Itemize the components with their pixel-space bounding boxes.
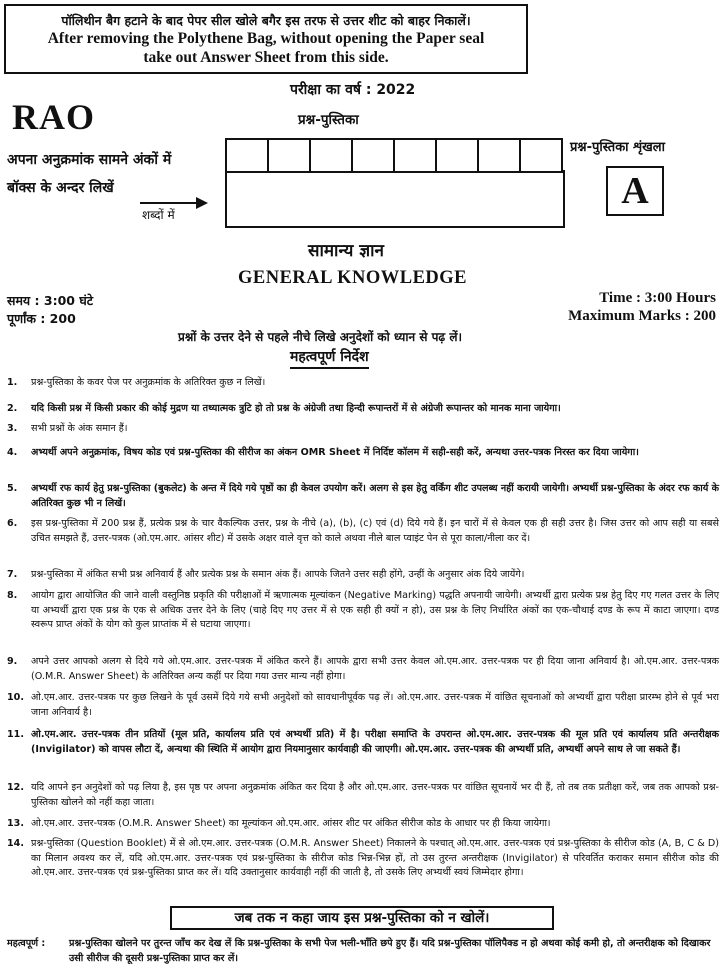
seal-instruction-english-1: After removing the Polythene Bag, without opening the Paper seal bbox=[47, 30, 485, 47]
arrow-line bbox=[140, 202, 198, 204]
time-hindi: समय : 3:00 घंटे bbox=[7, 293, 94, 308]
words-label: शब्दों में bbox=[142, 208, 175, 222]
instruction-text: इस प्रश्न-पुस्तिका में 200 प्रश्न हैं, प्रत्येक प्रश्न के चार वैकल्पिक उत्तर, प्रश्न के नीचे (a), (b), (c) एवं (d) दिये गये हैं। इन चारों में से केवल एक ही सही उत्तर है। जिस उत्तर को आप सही या सबसे उचित समझते हैं, उत्तर-पत्रक (ओ.एम.आर. आंसर शीट) में उसके अक्षर वाले वृत्त को काले अथवा नीले बाल प्वाइंट पेन से पूरा काला/नीला कर दें। bbox=[31, 518, 719, 544]
instruction-text: सभी प्रश्नों के अंक समान हैं। bbox=[31, 423, 128, 434]
roll-digit-box[interactable] bbox=[479, 140, 521, 171]
marks-hindi: पूर्णांक : 200 bbox=[7, 311, 76, 326]
instruction-number: 10. bbox=[7, 692, 24, 703]
instruction-item bbox=[7, 691, 719, 720]
series-label: प्रश्न-पुस्तिका शृंखला bbox=[570, 140, 665, 155]
instruction-item bbox=[7, 517, 719, 546]
exam-year: परीक्षा का वर्ष : 2022 bbox=[290, 82, 416, 98]
series-value: A bbox=[606, 166, 664, 216]
roll-instruction-line-1: अपना अनुक्रमांक सामने अंकों में bbox=[7, 152, 172, 168]
roll-digit-box[interactable] bbox=[269, 140, 311, 171]
instruction-number: 8. bbox=[7, 590, 18, 601]
roll-digit-box[interactable] bbox=[437, 140, 479, 171]
roll-digit-box[interactable] bbox=[353, 140, 395, 171]
roll-digit-box[interactable] bbox=[395, 140, 437, 171]
important-instructions-title: महत्वपूर्ण निर्देश bbox=[290, 347, 369, 369]
instruction-item bbox=[7, 422, 719, 437]
instruction-item bbox=[7, 376, 719, 391]
instruction-item bbox=[7, 655, 719, 684]
roll-number-digit-boxes bbox=[225, 138, 563, 173]
subject-hindi: सामान्य ज्ञान bbox=[308, 241, 384, 261]
instruction-text: प्रश्न-पुस्तिका के कवर पेज पर अनुक्रमांक के अतिरिक्त कुछ न लिखें। bbox=[31, 377, 266, 388]
instruction-item bbox=[7, 446, 719, 461]
instruction-item bbox=[7, 781, 719, 810]
important-note-label: महत्वपूर्ण : bbox=[7, 938, 46, 949]
instruction-text: अभ्यर्थी अपने अनुक्रमांक, विषय कोड एवं प्रश्न-पुस्तिका की सीरीज का अंकन OMR Sheet में निर्दिष्ट कॉलम में सही-सही करें, अन्यथा उत्तर-पत्रक निरस्त कर दिया जायेगा। bbox=[31, 447, 639, 458]
instruction-text: अभ्यर्थी रफ कार्य हेतु प्रश्न-पुस्तिका (बुकलेट) के अन्त में दिये गये पृष्ठों का ही केवल उपयोग करें। अलग से इस हेतु वर्किंग शीट उपलब्ध नहीं करायी जायेगी। अभ्यर्थी प्रश्न-पुस्तिका के अंदर रफ कार्य के अतिरिक्त कुछ भी न लिखें। bbox=[31, 483, 719, 509]
instruction-number: 12. bbox=[7, 782, 24, 793]
instruction-text: ओ.एम.आर. उत्तर-पत्रक (O.M.R. Answer Sheet) का मूल्यांकन ओ.एम.आर. आंसर शीट पर अंकित सीरीज कोड के आधार पर ही किया जायेगा। bbox=[31, 818, 551, 829]
seal-instruction-english-2: take out Answer Sheet from this side. bbox=[143, 49, 389, 66]
instruction-text: प्रश्न-पुस्तिका (Question Booklet) में से ओ.एम.आर. उत्तर-पत्रक (O.M.R. Answer Sheet) निकालने के पश्चात् ओ.एम.आर. उत्तर-पत्रक एवं प्रश्न-पुस्तिका के सीरीज कोड (A, B, C & D) का मिलान अवश्य कर लें, यदि ओ.एम.आर. उत्तर-पत्रक एवं प्रश्न-पुस्तिका के सीरीज कोड भिन्न-भिन्न हों, तो उस तुरन्त अन्तरीक्षक (Invigilator) से परिवर्तित कराकर समान सीरीज कोड की ओ.एम.आर. उत्तर-पत्रक एवं प्रश्न-पुस्तिका प्राप्त कर लें। यदि उक्तानुसार कार्यवाही नहीं की जाती है, तो उसके लिए अभ्यर्थी स्वयं जिम्मेदार होगा। bbox=[31, 838, 719, 878]
instruction-item bbox=[7, 568, 719, 583]
instruction-item bbox=[7, 837, 719, 881]
important-note-text: प्रश्न-पुस्तिका खोलने पर तुरन्त जाँच कर देख लें कि प्रश्न-पुस्तिका के सभी पेज भली-भाँति छपे हुए हैं। यदि प्रश्न-पुस्तिका पॉलिपैक्ड न हो अथवा कोई कमी हो, तो अन्तरीक्षक को दिखाकर उसी सीरीज की दूसरी प्रश्न-पुस्तिका प्राप्त कर लें। bbox=[69, 938, 711, 964]
instruction-text: यदि आपने इन अनुदेशों को पढ़ लिया है, इस पृष्ठ पर अपना अनुक्रमांक अंकित कर दिया है और ओ.एम.आर. उत्तर-पत्रक पर वांछित सूचनायें भर दी हैं, तो तब तक प्रतीक्षा करें, जब तक आपको प्रश्न-पुस्तिका खोलने को नहीं कहा जाता। bbox=[31, 782, 719, 808]
roll-number-words-box[interactable] bbox=[225, 170, 565, 228]
instruction-number: 3. bbox=[7, 423, 18, 434]
instruction-item bbox=[7, 817, 719, 832]
instruction-text: ओ.एम.आर. उत्तर-पत्रक पर कुछ लिखने के पूर्व उसमें दिये गये सभी अनुदेशों को सावधानीपूर्वक पढ़ लें। ओ.एम.आर. उत्तर-पत्रक में वांछित सूचनाओं को अभ्यर्थी द्वारा परीक्षा प्रारम्भ होने से पूर्व भरा जाना अनिवार्य है। bbox=[31, 692, 719, 718]
read-instruction: प्रश्नों के उत्तर देने से पहले नीचे लिखे अनुदेशों को ध्यान से पढ़ लें। bbox=[178, 330, 463, 344]
roll-digit-box[interactable] bbox=[521, 140, 563, 171]
instruction-item bbox=[7, 728, 719, 757]
instruction-text: आयोग द्वारा आयोजित की जाने वाली वस्तुनिष्ठ प्रकृति की परीक्षाओं में ऋणात्मक मूल्यांकन (Negative Marking) पद्धति अपनायी जायेगी। अभ्यर्थी द्वारा प्रत्येक प्रश्न हेतु दिए गए गलत उत्तर के लिए या अभ्यर्थी द्वारा एक प्रश्न के एक से अधिक उत्तर देने के लिए (चाहे दिए गए उत्तर में से एक सही ही क्यों न हो), उस प्रश्न के लिए निर्धारित अंकों का एक-चौथाई दण्ड के रूप में काटा जाएगा। दण्ड स्वरूप प्राप्त अंकों के योग को कुल प्राप्तांक में से घटाया जाएगा। bbox=[31, 590, 719, 630]
seal-instruction-box bbox=[4, 4, 528, 74]
instruction-number: 9. bbox=[7, 656, 18, 667]
instruction-number: 4. bbox=[7, 447, 18, 458]
time-english: Time : 3:00 Hours bbox=[599, 290, 716, 306]
arrow-right-icon bbox=[196, 197, 208, 209]
instruction-number: 11. bbox=[7, 729, 24, 740]
instruction-number: 5. bbox=[7, 483, 18, 494]
marks-english: Maximum Marks : 200 bbox=[568, 308, 716, 324]
instruction-item bbox=[7, 482, 719, 511]
instruction-number: 1. bbox=[7, 377, 18, 388]
instruction-text: प्रश्न-पुस्तिका में अंकित सभी प्रश्न अनिवार्य हैं और प्रत्येक प्रश्न के समान अंक हैं। आपके जितने उत्तर सही होंगे, उन्हीं के अनुसार अंक दिये जायेंगे। bbox=[31, 569, 525, 580]
instruction-number: 13. bbox=[7, 818, 24, 829]
instruction-item bbox=[7, 589, 719, 633]
instruction-number: 7. bbox=[7, 569, 18, 580]
instruction-number: 14. bbox=[7, 838, 24, 849]
subject-english: GENERAL KNOWLEDGE bbox=[238, 268, 468, 288]
roll-digit-box[interactable] bbox=[227, 140, 269, 171]
do-not-open-notice: जब तक न कहा जाय इस प्रश्न-पुस्तिका को न खोलें। bbox=[170, 906, 554, 930]
important-note bbox=[7, 936, 719, 966]
seal-instruction-hindi: पॉलिथीन बैग हटाने के बाद पेपर सील खोले बगैर इस तरफ से उत्तर शीट को बाहर निकालें। bbox=[61, 13, 471, 28]
instruction-number: 6. bbox=[7, 518, 18, 529]
instruction-text: यदि किसी प्रश्न में किसी प्रकार की कोई मुद्रण या तथ्यात्मक त्रुटि हो तो प्रश्न के अंग्रेजी तथा हिन्दी रूपान्तरों में से अंग्रेजी रूपान्तर को मानक माना जायेगा। bbox=[31, 403, 561, 414]
instruction-text: ओ.एम.आर. उत्तर-पत्रक तीन प्रतियों (मूल प्रति, कार्यालय प्रति एवं अभ्यर्थी प्रति) में है। परीक्षा समाप्ति के उपरान्त ओ.एम.आर. उत्तर-पत्रक की मूल प्रति एवं कार्यालय प्रति अन्तरीक्षक (Invigilator) को वापस लौटा दें, अन्यथा की स्थिति में आयोग द्वारा नियमानुसार कार्यवाही की जाएगी। ओ.एम.आर. उत्तर-पत्रक की अभ्यर्थी प्रति, अभ्यर्थी अपने साथ ले जा सकते हैं। bbox=[31, 729, 719, 755]
roll-digit-box[interactable] bbox=[311, 140, 353, 171]
instruction-number: 2. bbox=[7, 403, 18, 414]
rao-code: RAO bbox=[12, 97, 95, 137]
instruction-text: अपने उत्तर आपको अलग से दिये गये ओ.एम.आर. उत्तर-पत्रक में अंकित करने हैं। आपके द्वारा सभी उत्तर केवल ओ.एम.आर. उत्तर-पत्रक पर ही दिया जाना अनिवार्य है। ओ.एम.आर. उत्तर-पत्रक (O.M.R. Answer Sheet) के अतिरिक्त अन्य कहीं पर दिया गया उत्तर मान्य नहीं होगा। bbox=[31, 656, 719, 682]
instruction-item bbox=[7, 402, 719, 417]
booklet-label: प्रश्न-पुस्तिका bbox=[298, 112, 359, 128]
roll-instruction-line-2: बॉक्स के अन्दर लिखें bbox=[7, 180, 114, 196]
